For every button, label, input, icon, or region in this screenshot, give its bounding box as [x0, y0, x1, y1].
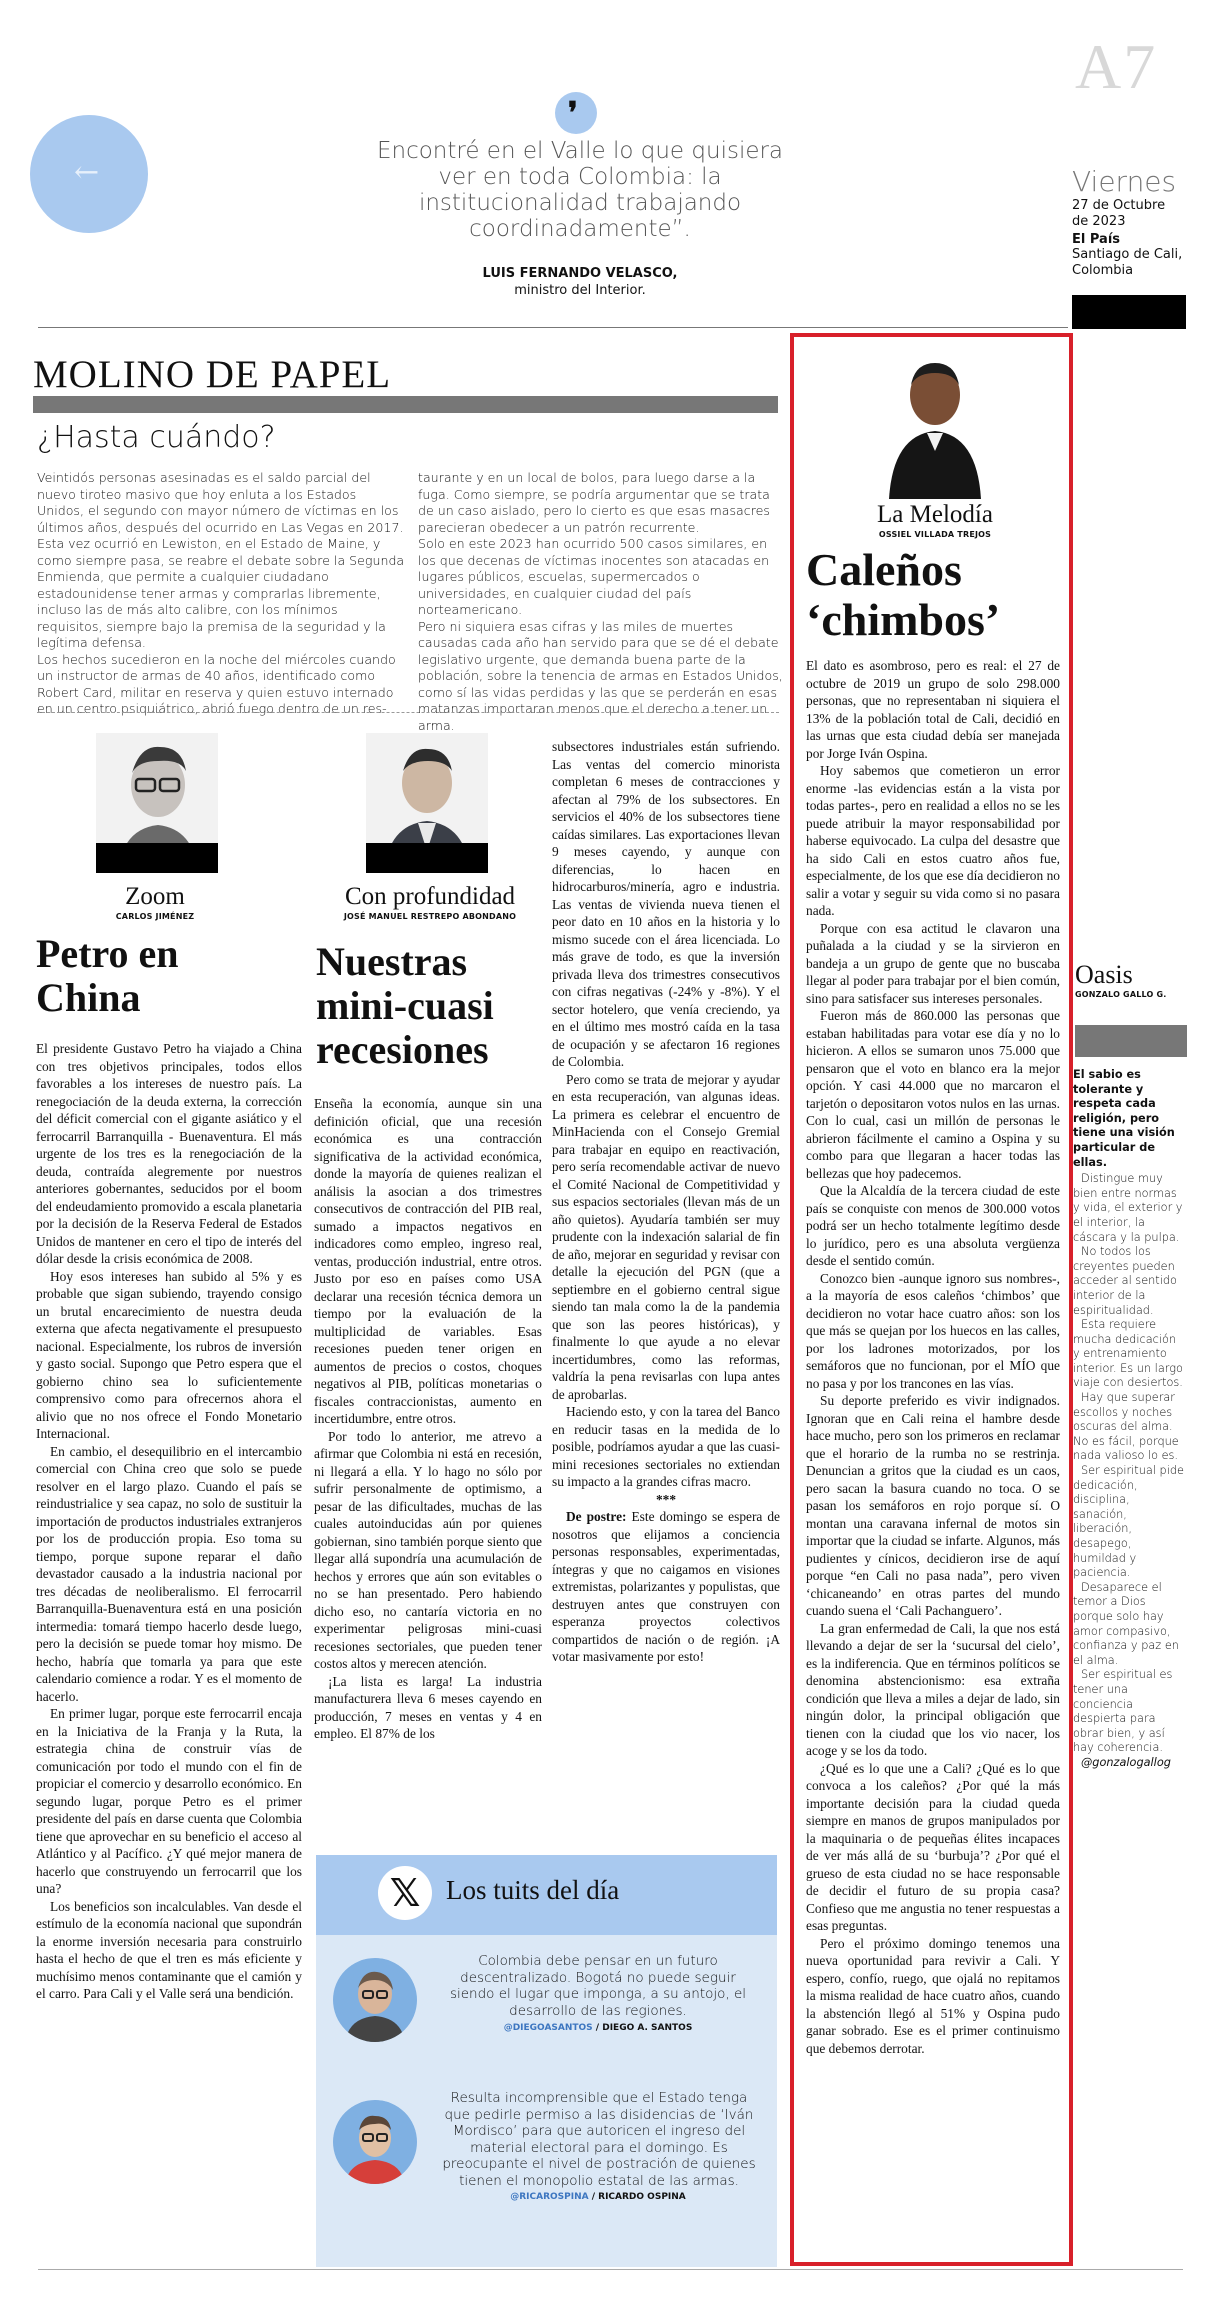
paragraph: Hoy esos intereses han subido al 5% y es probable que sigan subiendo, trayendo consigo un brutal encarecimiento de nuestra deuda externa que afecta negativamente el presupuesto nacional. Especialmente, los rubros de inversión y gasto social. Supongo que Petro espera que el gobierno chino sea lo suficientemente comprensivo como para ofrecernos ahora el alivio que no nos ofrece el Fondo Monetario Internacional. — [36, 1268, 302, 1441]
photo-black-bar — [96, 843, 218, 873]
paragraph: Ser espiritual pide dedicación, disciplina, sanación, liberación, desapego, humildad y paciencia. — [1073, 1464, 1184, 1580]
headline-line: China — [36, 975, 141, 1020]
article-body-col-a — [314, 1095, 542, 1743]
author-photo — [366, 733, 488, 873]
headline-line: mini-cuasi — [316, 983, 494, 1028]
headline-line: recesiones — [316, 1027, 489, 1072]
paragraph: Su deporte preferido es vivir indignados. Ignoran que en Cali reina el hambre desde hace mucho, pero son los primeros en reclamar que el horario de la rumba no se restrinja. Denuncian a gritos que la ciudad es un caos, pero sacan la basura cuando no toca. O se pasan los semáforos en rojo porque sí. O montan una caravana infernal de motos sin importar que la ciudad se infarte. Algunos, más pudientes y cínicos, decidieron irse de aquí porque “en Cali no pasa nada”, pero viven ‘chicaneando’ en otras partes del mundo cuando suena el ‘Cali Pachanguero’. — [806, 1393, 1060, 1618]
oasis-lead: El sabio es tolerante y respeta cada religión, pero tiene una visión particular de ellas. — [1073, 1068, 1175, 1169]
paragraph: Ser espiritual es tener una conciencia despierta para obrar bien, y así hay coherencia. — [1073, 1668, 1173, 1755]
paragraph: Los beneficios son incalculables. Van desde el estímulo de la economía nacional que supondrán la enorme inversión necesaria para construirlo hasta el hecho de que el tren es más eficiente y muchísimo menos contaminante que el camión y el carro. Para Cali y el Valle será una bendición. — [36, 1898, 302, 2001]
paragraph: En primer lugar, porque este ferrocarril encaja en la Iniciativa de la Franja y la Ruta, la estrategia china de construir vías de comunicación por todo el mundo con el fin de propiciar el comercio y desarrollo económico. En segundo lugar, porque Petro es el primer presidente del país en darse cuenta que Colombia tiene que aprovechar en su beneficio el acceso al Atlántico y al Pacífico. ¿Y qué mejor manera de hacerlo que construyendo un ferrocarril que los una? — [36, 1706, 302, 1896]
section-title: MOLINO DE PAPEL — [33, 353, 392, 396]
article-headline — [316, 940, 576, 1072]
paragraph: subsectores industriales están sufriendo. Las ventas del comercio minorista completan 6 meses de contracciones y afectan al 79% de los subsectores. En servicios el 40% de los subsectores tiene caídas similares. Las exportaciones llevan 9 meses cayendo, y aunque con diferencias, lo hacen en hidrocarburos/minería, agro e industria. Las ventas de vivienda nueva tienen el peor dato en 10 años en la historia y lo mismo sucede con el área licenciada. Lo más grave de todo, es que la inversión privada lleva dos trimestres consecutivos con cifras negativas (-24% y -8%). Y el sector hotelero, que venía creciendo, ya en el último mes mostró caída en la tasa de ocupación y se afectaron 16 regiones de Colombia. — [552, 739, 780, 1069]
arrow-left-icon: ← — [74, 155, 100, 190]
paragraph: Por todo lo anterior, me atrevo a afirmar que Colombia ni está en recesión, ni llegará a ella. Y lo hago no sólo por sufrir personalmente de optimismo, a pesar de las dificultades, muchas de las cuales autoinducidas aún por quienes gobiernan, sino también porque siento que llegar allá supondría una acumulación de hechos y errores que aún son evitables o no se han presentado. Pero habiendo dicho eso, no cantaría victoria en no experimentar peligrosas mini-cuasi recesiones sectoriales, que pueden tener costos altos y merecen atención. — [314, 1428, 542, 1671]
paragraph: Desaparece el temor a Dios porque solo hay amor compasivo, confianza y paz en el alma. — [1073, 1580, 1179, 1667]
x-logo-icon: 𝕏 — [378, 1866, 432, 1920]
tweet-handle[interactable] — [448, 2023, 748, 2033]
date-day: Viernes — [1072, 165, 1177, 198]
paragraph: No todos los creyentes pueden acceder al sentido interior de la espiritualidad. — [1073, 1245, 1177, 1317]
paragraph: Esta requiere mucha dedicación y entrenamiento interior. Es un largo viaje con desiertos. — [1073, 1318, 1183, 1390]
tweets-title: Los tuits del día — [446, 1875, 620, 1905]
avatar-image — [333, 1958, 417, 2042]
quote-author: LUIS FERNANDO VELASCO, — [482, 266, 678, 281]
tweet-handle[interactable] — [448, 2192, 748, 2202]
tweet-text: Resulta incomprensible que el Estado tenga que pedirle permiso a las disidencias de ‘Iván Mordisco’ para que autoricen el ingreso del material electoral para el domingo. Es preocupante el nivel de postración de quienes tienen el monopolio estatal de las armas. — [442, 2090, 756, 2189]
paragraph-postre — [552, 1508, 780, 1666]
column-author: OSSIEL VILLADA TREJOS — [878, 530, 992, 539]
postre-text: Este domingo se espera de nosotros que elijamos a conciencia personas responsables, experimentadas, íntegras y que no caigamos en visiones extremistas, polarizantes y populistas, que destruyen antes que construyen con esperanza proyectos colectivos compartidos de nación o de región. ¡A votar masivamente por esto! — [552, 1509, 780, 1664]
article-body — [806, 657, 1060, 2057]
paragraph: Fueron más de 860.000 las personas que estaban habilitadas para votar ese día y no lo hicieron. A ellos se sumaron unos 75.000 que pensaron que el voto en blanco era la mejor opción. Y casi 44.000 que no marcaron el tarjetón o depositaron votos nulos en las urnas. Con lo cual, casi un millón de personas le abrieron fácilmente el camino a Ospina y su combo para que llegaran a hacer todas las bellezas que hoy padecemos. — [806, 1008, 1060, 1181]
section-bar — [33, 396, 778, 413]
date-block — [1072, 165, 1212, 279]
portrait-image — [875, 347, 995, 499]
oasis-handle[interactable]: @gonzalogallog — [1081, 1755, 1171, 1769]
article-headline — [36, 932, 306, 1020]
paragraph: ¿Qué es lo que une a Cali? ¿Qué es lo que convoca a los caleños? ¿Por qué la más importante decisión para la ciudad queda siempre en manos de grupos manipulados por la maquinaria o de pequeñas élites incapaces de ver más allá de su ‘burbuja’? ¿Por qué el grueso de esta ciudad no se hace responsable de decidir el futuro de su propia casa? Confieso que me angustia no tener respuestas a esas preguntas. — [806, 1760, 1060, 1933]
column-author: JOSÉ MANUEL RESTREPO ABONDANO — [343, 912, 517, 921]
black-box — [1072, 295, 1186, 329]
paragraph: Distingue muy bien entre normas y vida, el exterior y el interior, la cáscara y la pulpa. — [1073, 1172, 1183, 1244]
oasis-body — [1073, 1068, 1185, 1771]
paragraph: Conozco bien -aunque ignoro sus nombres-, a la mayoría de esos caleños ‘chimbos’ que decidieron no votar hace cuatro años: son los que más se quejan por los huecos en las calles, por los ladrones motorizados, por los semáforos que no funcionan, por el MÍO que no pasa y por los trancones en las vías. — [806, 1270, 1060, 1391]
paragraph: La gran enfermedad de Cali, la que nos está llevando a dejar de ser la ‘sucursal del cielo’, es la indiferencia. Que en términos políticos se denomina abstencionismo: esa extraña condición que lleva a miles a dejar de lado, sin ningún dolor, la principal obligación que tienen con la ciudad que los vio nacer, los acoge y se los da todo. — [806, 1620, 1060, 1758]
date-line-1: 27 de Octubre — [1072, 198, 1166, 213]
paragraph: Enseña la economía, aunque sin una definición oficial, que una recesión económica es una contracción significativa de la actividad económica, donde la mayoría de quienes realizan el análisis la asocian a dos trimestres consecutivos de contracción del PIB real, sumado a impactos negativos en indicadores como empleo, ingreso real, ventas, producción industrial, entre otros. Justo por eso en países como USA declarar una recesión técnica demora un tiempo por la evaluación de la multiplicidad de variables. Esas recesiones pueden tener origen en aumentos de precios o costos, choques negativos al PIB, políticas monetarias o fiscales contraccionistas, aumento en incertidumbre, entre otros. — [314, 1096, 542, 1426]
tweet-author: / DIEGO A. SANTOS — [592, 2023, 693, 2033]
paragraph: Porque con esa actitud le clavaron una puñalada a la ciudad y se la sirvieron en bandeja a un grupo de gente que no buscaba llegar al poder para trabajar por el bien común, sino para satisfacer sus intereses personales. — [806, 920, 1060, 1006]
paragraph: Pero el próximo domingo tenemos una nueva oportunidad para revivir a Cali. Y espero, confío, ruego, que ojalá no repitamos la misma realidad de hace cuatro años, cuando la abstención llegó al 51% y Ospina pudo ganar sobrado. Ese es el primer continuismo que debemos derrotar. — [806, 1935, 1060, 2056]
avatar — [333, 1958, 417, 2042]
headline-line: Caleños — [806, 544, 962, 595]
editorial-column-1 — [37, 470, 405, 718]
paragraph: Pero ni siquiera esas cifras y las miles de muertes causadas cada año han servido para que se dé el debate legislativo urgente, que demanda buena parte de la población, sobre la tenencia de armas en Estados Unidos, como sí las vidas perdidas y las que se perderán en esas matanzas importaran menos que el derecho a tener un arma. — [418, 618, 783, 733]
paragraph: Haciendo esto, y con la tarea del Banco en reducir tasas en la medida de lo posible, podríamos ayudar a que las cuasi-mini recesiones sectoriales no extiendan su impacto a la grandes cifras macro. — [552, 1404, 780, 1489]
author-photo — [875, 347, 995, 499]
paragraph: El dato es asombroso, pero es real: el 27 de octubre de 2019 un grupo de solo 298.000 personas, que no representaban ni siquiera el 13% de la población total de Cali, decidió en las urnas que esta ciudad debía ser manejada por Jorge Iván Ospina. — [806, 658, 1060, 761]
paragraph: Hoy sabemos que cometieron un error enorme -las evidencias están a la vista por todas partes-, pero en realidad a ellos no se les puede atribuir la mayor responsabilidad por haberse equivocado. La culpa del desastre que ha sido Cali en estos cuatro años fue, especialmente, de los que ese día decidieron no salir a votar y seguir su vida como si no pasara nada. — [806, 763, 1060, 918]
editorial-headline: ¿Hasta cuándo? — [37, 420, 276, 455]
column-name: Oasis — [1075, 960, 1133, 989]
headline-line: Petro en — [36, 931, 179, 976]
column-name: Zoom — [125, 883, 185, 910]
divider — [37, 712, 779, 713]
article-headline — [806, 545, 1066, 645]
divider — [38, 2269, 1183, 2270]
avatar-image — [333, 2100, 417, 2184]
tweet-handle-link[interactable]: @RICAROSPINA — [510, 2192, 589, 2202]
quote-role: ministro del Interior. — [514, 283, 646, 298]
paragraph: taurante y en un local de bolos, para luego darse a la fuga. Como siempre, se podría argumentar que se trata de un caso aislado, pero lo cierto es que esas masacres parecieran obedecer a un patrón recurrente. — [418, 470, 770, 535]
paragraph: Solo en este 2023 han ocurrido 500 casos similares, en los que decenas de víctimas inocentes son atacadas en lugares públicos, escuelas, supermercados o universidades, en cualquier ciudad del país norteamericano. — [418, 536, 770, 617]
tweet-text: Colombia debe pensar en un futuro descentralizado. Bogotá no puede seguir siendo el lugar que imponga, a su antojo, el desarrollo de las regiones. — [449, 1953, 747, 2019]
article-body-col-b — [552, 738, 780, 1666]
previous-page-button[interactable] — [30, 115, 148, 233]
column-name: La Melodía — [877, 501, 993, 528]
column-author: GONZALO GALLO G. — [1075, 990, 1167, 999]
place-line-2: Colombia — [1072, 263, 1134, 278]
paragraph: Hay que superar escollos y noches oscuras del alma. No es fácil, porque nada valioso lo es. — [1073, 1391, 1179, 1463]
page-number: A7 — [1075, 31, 1158, 102]
paragraph: Los hechos sucedieron en la noche del miércoles cuando un instructor de armas de 40 años, identificado como Robert Card, militar en reserva y quien estuvo internado en un centro psiquiátrico, abrió fuego dentro de un res- — [37, 651, 396, 716]
headline-line: ‘chimbos’ — [806, 594, 1001, 645]
paragraph: El presidente Gustavo Petro ha viajado a China con tres objetivos principales, todos ellos favorables a los intereses de nuestro país. La renegociación de la deuda externa, la corrección del déficit comercial con el gigante asiático y el ferrocarril Barranquilla - Buenaventura. El más urgente de los tres es la renegociación de la deuda, contraída alegremente por nuestros anteriores gobernantes, seducidos por el boom del endeudamiento promovido a escala planetaria por la decisión de la Reserva Federal de Estados Unidos de mantener en cero el tipo de interés del dólar desde la crisis económica de 2008. — [36, 1041, 302, 1266]
date-line-2: de 2023 — [1072, 214, 1126, 229]
paragraph: En cambio, el desequilibrio en el intercambio comercial con China creo que solo se puede resolver en el largo plazo. Cuando el país se reindustrialice y sea capaz, no solo de sustituir la importación de productos industriales extranjeros por los de producción propia. Eso toma su tiempo, porque supone reparar el daño devastador causado a la industria nacional por tres décadas de neoliberalismo. El ferrocarril Barranquilla-Buenaventura está en una posición intermedia: tomará tiempo hacerlo desde luego, pero la decisión se puede tomar hoy mismo. De hecho, habría que tomarla ya para que este calendario comience a rodar. Y es el momento de hacerlo. — [36, 1443, 302, 1704]
paragraph: Que la Alcaldía de la tercera ciudad de este país se conquiste con menos de 300.000 votos podrá ser un hecho totalmente legítimo desde lo jurídico, pero es una absoluta vergüenza desde el sentido común. — [806, 1183, 1060, 1268]
avatar — [333, 2100, 417, 2184]
tweet-handle-link[interactable]: @DIEGOASANTOS — [503, 2023, 593, 2033]
article-body — [36, 1040, 302, 2003]
paper-name: El País — [1072, 232, 1121, 247]
paragraph: ¡La lista es larga! La industria manufacturera lleva 6 meses cayendo en producción, 7 meses en ventas y 4 en empleo. El 87% de los — [314, 1673, 542, 1741]
column-name: Con profundidad — [344, 883, 516, 910]
section-bar — [1075, 1025, 1187, 1057]
column-author: CARLOS JIMÉNEZ — [115, 912, 195, 921]
author-photo — [96, 733, 218, 873]
divider — [38, 327, 1068, 328]
headline-line: Nuestras — [316, 939, 468, 984]
separator-stars: *** — [655, 1491, 677, 1507]
paragraph: Veintidós personas asesinadas es el saldo parcial del nuevo tiroteo masivo que hoy enluta a los Estados Unidos, el segundo con mayor número de víctimas en los últimos años, después del ocurrido en Las Vegas en 2017. Esta vez ocurrió en Lewiston, en el Estado de Maine, y como siempre pasa, se reabre el debate sobre la Segunda Enmienda, que permite a cualquier ciudadano estadounidense tener armas y comprarlas libremente, incluso las de más alto calibre, con los mínimos requisitos, siempre bajo la premisa de la seguridad y la legítima defensa. — [37, 470, 405, 650]
pull-quote: Encontré en el Valle lo que quisiera ver en toda Colombia: la institucionalidad trabajando coordinadamente”. — [376, 138, 784, 242]
postre-label: De postre: — [566, 1509, 627, 1524]
paragraph: Pero como se trata de mejorar y ayudar en esta recuperación, van algunas ideas. La primera es celebrar el encuentro de MinHacienda con el Consejo Gremial para trabajar en equipo en reactivación, pero sería recomendable activar de nuevo el Comité Nacional de Competitividad y sus espacios sectoriales (llevan más de un año quietos). Ayudaría también ser muy prudente con la indexación salarial de fin de año, mejorar en seguridad y revisar con detalle la ejecución del PGN (que a septiembre en el gobierno central sigue siendo tan mala como la de la pandemia que son las peores históricas), y finalmente lo que ayude a no elevar incertidumbres, como las reformas, valdría la pena revisarlas con lupa antes de aprobarlas. — [552, 1071, 780, 1402]
editorial-column-2 — [418, 470, 786, 734]
photo-black-bar — [366, 843, 488, 873]
quote-mark-icon: ❜ — [555, 92, 597, 134]
place-line-1: Santiago de Cali, — [1072, 247, 1183, 262]
tweet-author: / RICARDO OSPINA — [588, 2192, 686, 2202]
